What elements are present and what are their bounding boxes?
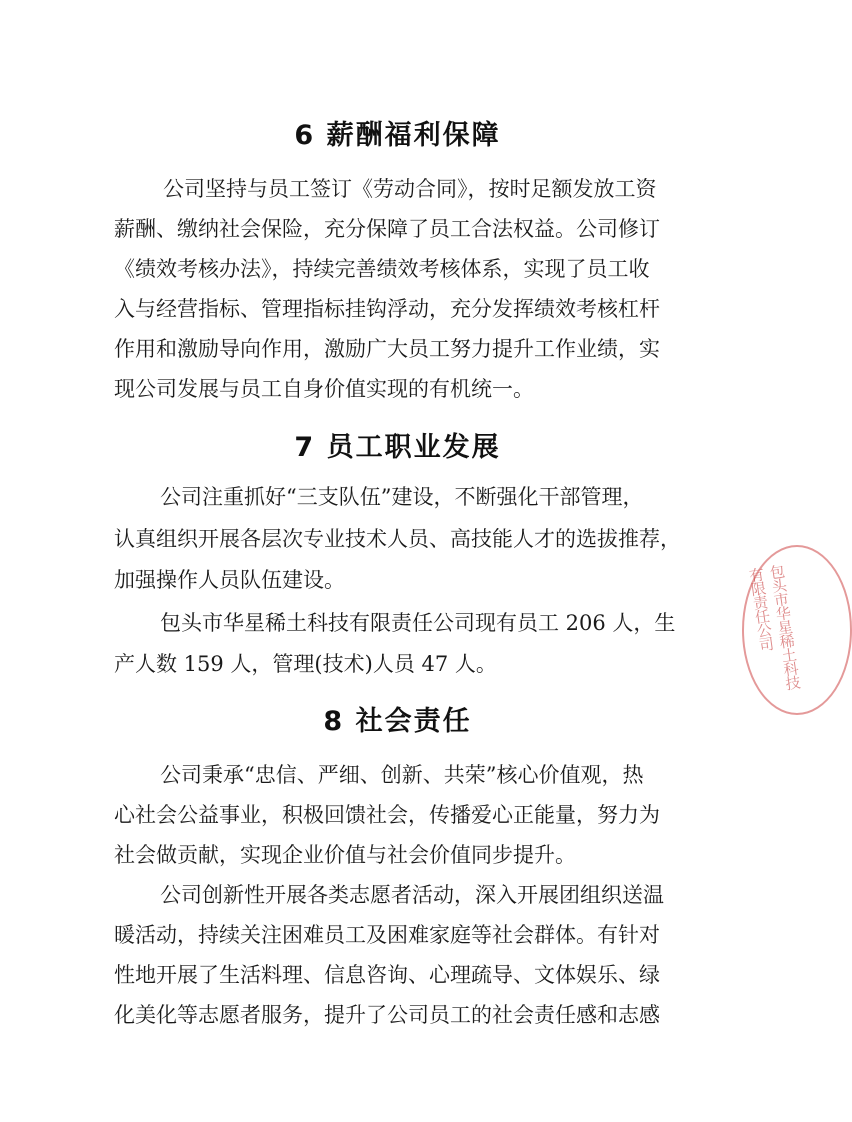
paragraph-line: 暖活动，持续关注困难员工及困难家庭等社会群体。有针对 bbox=[114, 923, 660, 947]
company-seal-stamp bbox=[742, 545, 852, 715]
paragraph-line: 现公司发展与员工自身价值实现的有机统一。 bbox=[114, 377, 534, 401]
paragraph-line: 产人数 159 人，管理(技术)人员 47 人。 bbox=[114, 652, 497, 676]
paragraph-line: 性地开展了生活料理、信息咨询、心理疏导、文体娱乐、绿 bbox=[114, 963, 660, 987]
paragraph-line: 公司注重抓好“三支队伍”建设，不断强化干部管理， bbox=[160, 485, 644, 509]
section-heading-8: 8 社会责任 bbox=[323, 706, 472, 737]
section-heading-7: 7 员工职业发展 bbox=[294, 432, 501, 463]
paragraph-line: 入与经营指标、管理指标挂钩浮动，充分发挥绩效考核杠杆 bbox=[114, 297, 660, 321]
paragraph-line: 加强操作人员队伍建设。 bbox=[114, 568, 345, 592]
paragraph-line: 包头市华星稀土科技有限责任公司现有员工 206 人，生 bbox=[160, 611, 676, 635]
paragraph-line: 化美化等志愿者服务，提升了公司员工的社会责任感和志感 bbox=[114, 1003, 660, 1027]
paragraph-line: 心社会公益事业，积极回馈社会，传播爱心正能量，努力为 bbox=[114, 803, 660, 827]
paragraph-line: 薪酬、缴纳社会保险，充分保障了员工合法权益。公司修订 bbox=[114, 217, 660, 241]
paragraph-line: 公司坚持与员工签订《劳动合同》，按时足额发放工资 bbox=[163, 177, 657, 201]
paragraph-line: 公司创新性开展各类志愿者活动，深入开展团组织送温 bbox=[160, 883, 664, 907]
paragraph-line: 《绩效考核办法》，持续完善绩效考核体系，实现了员工收 bbox=[114, 257, 650, 281]
paragraph-line: 作用和激励导向作用，激励广大员工努力提升工作业绩，实 bbox=[114, 337, 660, 361]
paragraph-line: 社会做贡献，实现企业价值与社会价值同步提升。 bbox=[114, 843, 576, 867]
paragraph-line: 认真组织开展各层次专业技术人员、高技能人才的选拔推荐， bbox=[114, 527, 681, 551]
section-heading-6: 6 薪酬福利保障 bbox=[294, 120, 501, 151]
paragraph-line: 公司秉承“忠信、严细、创新、共荣”核心价值观，热 bbox=[160, 763, 644, 787]
seal-text: 包头市华星稀土科技有限责任公司 bbox=[746, 563, 803, 691]
